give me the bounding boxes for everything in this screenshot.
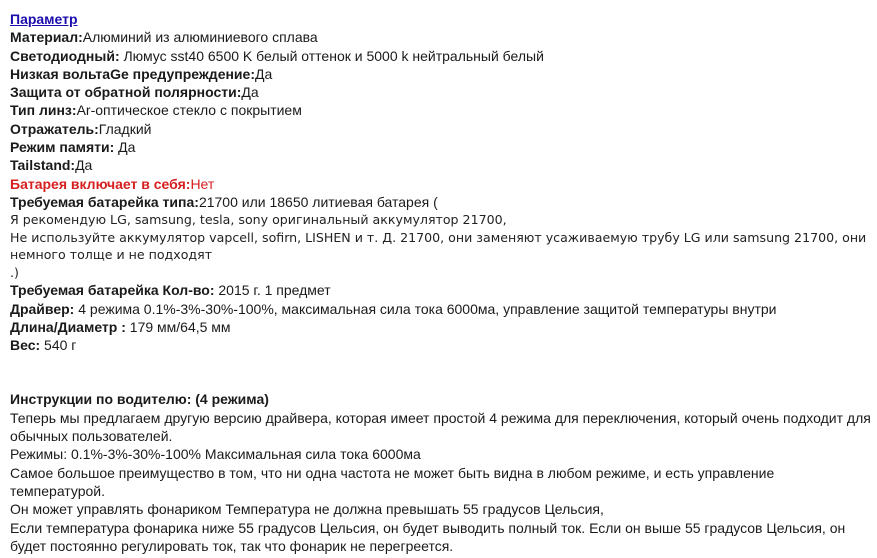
spec-row [10,336,867,354]
spec-value: 2015 г. 1 предмет [214,282,331,299]
battery-note: Не используйте аккумулятор vapcell, sofirn, LISHEN и т. Д. 21700, они заменяют усаживаемую трубу LG или samsung 21700, они немного толще и не подходят [10,229,867,263]
battery-included-value: Нет [190,175,215,192]
spec-label: Светодиодный: [10,47,120,64]
spec-row [10,83,867,101]
parameter-link[interactable]: Параметр [10,11,78,27]
instruction-paragraph: Теперь мы предлагаем другую версию драйвера, которая имеет простой 4 режима для переключения, который очень подходит для обычных пользователей. [10,409,871,445]
spec-value: Да [75,157,93,174]
spec-row [10,65,867,83]
spec-value: 179 мм/64,5 мм [125,318,231,335]
spec-value: 4 режима 0.1%-3%-30%-100%, максимальная сила тока 6000ма, управление защитой температуры внутри [74,300,777,317]
instruction-paragraph: Режимы: 0.1%-3%-30%-100% Максимальная сила тока 6000ма [10,446,421,463]
spec-label: Tailstand: [10,157,76,174]
battery-note: .) [10,264,19,280]
spec-label: Вес: [10,337,41,354]
battery-included-row [10,175,867,193]
spec-row [10,120,867,138]
spec-label: Требуемая батарейка Кол-во: [10,282,215,299]
spec-value: Люмус sst40 6500 K белый оттенок и 5000 k нейтральный белый [119,47,544,64]
battery-note: Я рекомендую LG, samsung, tesla, sony оригинальный аккумулятор 21700, [10,212,507,228]
spec-label: Тип линз: [10,102,77,119]
spec-value: Да [255,65,273,82]
spec-label: Защита от обратной полярности: [10,84,242,101]
spec-row [10,138,867,156]
battery-included-label: Батарея включает в себя: [10,175,191,192]
spec-row [10,47,867,65]
spacer [10,354,867,390]
spec-value: 540 г [40,337,77,354]
spec-row [10,28,867,46]
spec-row [10,318,867,336]
instructions-title: Инструкции по водителю: (4 режима) [10,391,269,408]
spec-label: Драйвер: [10,300,75,317]
battery-type-value: 21700 или 18650 литиевая батарея ( [198,193,438,210]
spec-value: Алюминий из алюминиевого сплава [82,29,318,46]
spec-label: Длина/Диаметр : [10,318,126,335]
instruction-paragraph: Он может управлять фонариком Температура не должна превышать 55 градусов Цельсия, [10,501,604,518]
instruction-paragraph: Самое большое преимущество в том, что ни одна частота не может быть видна в любом режиме, и есть управление температурой. [10,464,775,499]
spec-label: Материал: [10,29,83,46]
spec-label: Режим памяти: [10,139,115,156]
spec-value: Да [241,84,259,101]
spec-value: Ar-оптическое стекло с покрытием [76,102,302,119]
spec-list [10,28,867,354]
spec-row [10,101,867,119]
spec-label: Низкая вольтаGe предупреждение: [10,65,255,82]
spec-label: Отражатель: [10,120,99,137]
spec-row [10,300,867,318]
spec-value: Да [114,139,136,156]
battery-type-row [10,193,867,211]
instructions-section [10,390,871,555]
spec-value: Гладкий [98,120,152,137]
instruction-paragraph: Если температура фонарика ниже 55 градусов Цельсия, он будет выводить полный ток. Если он выше 55 градусов Цельсия, он будет постоянно регулировать ток, так что фонарик не перегреется. [10,519,846,554]
battery-type-label: Требуемая батарейка типа: [10,193,199,210]
spec-row [10,156,867,174]
spec-row [10,281,867,299]
